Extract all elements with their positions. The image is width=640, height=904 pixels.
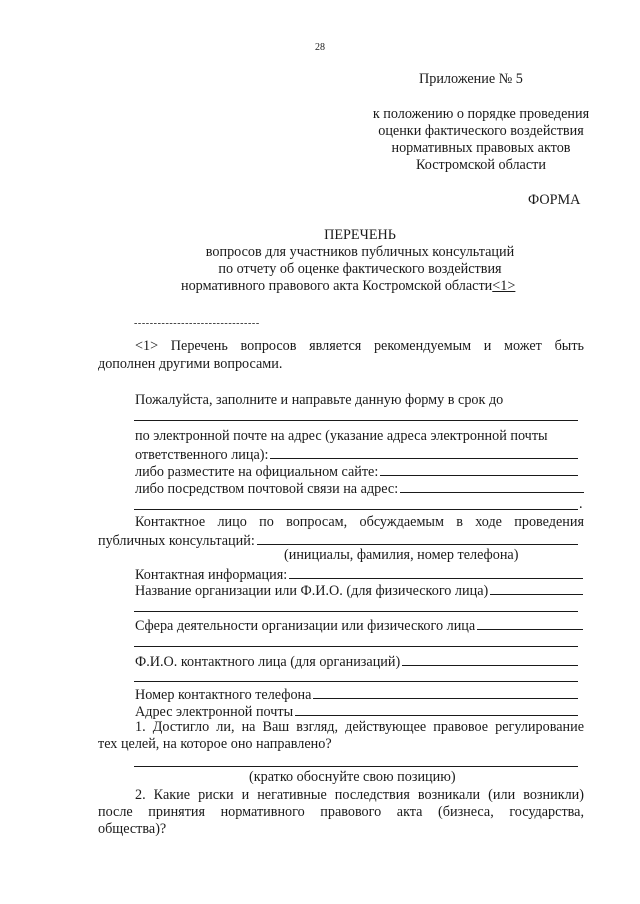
email-label: Адрес электронной почты	[135, 704, 294, 720]
question-2-cont: общества)?	[98, 821, 167, 837]
fill-request: Пожалуйста, заполните и направьте данную форму в срок до	[135, 392, 504, 408]
question-1-cont: тех целей, на которое оно направлено?	[98, 736, 332, 752]
appendix-line: к положению о порядке проведения	[372, 106, 590, 122]
input-line[interactable]	[402, 652, 578, 666]
list-subtitle: по отчету об оценке фактического воздействия	[218, 261, 502, 277]
footnote-link[interactable]: <1>	[492, 278, 516, 294]
contact-person-line-2[interactable]	[134, 681, 578, 682]
appendix-line: нормативных правовых актов	[391, 140, 571, 156]
contact-person-name-label: Ф.И.О. контактного лица (для организаций)	[135, 654, 401, 670]
input-line[interactable]	[490, 581, 583, 595]
footnote-separator: --------------------------------	[134, 318, 260, 329]
appendix-line: Костромской области	[416, 157, 546, 173]
footnote-text: дополнен другими вопросами.	[98, 356, 283, 372]
appendix-title: Приложение № 5	[419, 71, 523, 87]
activity-line-2[interactable]	[134, 646, 578, 647]
contact-person-name-field[interactable]	[135, 652, 578, 671]
question-2: 2. Какие риски и негативные последствия возникали (или возникли)	[135, 787, 584, 803]
input-line[interactable]	[257, 531, 578, 545]
input-line[interactable]	[477, 616, 583, 630]
phone-label: Номер контактного телефона	[135, 687, 312, 703]
period: .	[579, 496, 583, 512]
activity-field[interactable]	[135, 616, 583, 635]
list-subtitle: вопросов для участников публичных консультаций	[205, 244, 515, 260]
postal-label: либо посредством почтовой связи на адрес:	[135, 481, 399, 497]
input-line[interactable]	[313, 685, 578, 699]
contact-person-label: публичных консультаций:	[98, 533, 255, 549]
input-line[interactable]	[295, 702, 578, 716]
question-2-cont: после принятия нормативного правового акта (бизнеса, государства,	[98, 804, 584, 820]
email-address-label: ответственного лица):	[135, 447, 269, 463]
contact-person-hint: (инициалы, фамилия, номер телефона)	[284, 547, 519, 563]
list-subtitle-text: нормативного правового акта Костромской области	[181, 278, 493, 294]
email-instruction: по электронной почте на адрес (указание адреса электронной почты	[135, 428, 548, 444]
org-name-field[interactable]	[135, 581, 583, 600]
list-title: ПЕРЕЧЕНЬ	[324, 227, 396, 243]
footnote-text: <1> Перечень вопросов является рекомендуемым и может быть	[135, 338, 584, 354]
list-subtitle	[181, 278, 515, 295]
contact-info-label: Контактная информация:	[135, 567, 288, 583]
input-line[interactable]	[400, 479, 584, 493]
postal-field[interactable]	[135, 479, 584, 498]
org-name-line-2[interactable]	[134, 611, 578, 612]
input-line[interactable]	[289, 565, 583, 579]
answer-1-line[interactable]	[134, 766, 578, 767]
question-1: 1. Достигло ли, на Ваш взгляд, действующее правовое регулирование	[135, 719, 584, 735]
input-line[interactable]	[380, 462, 578, 476]
activity-label: Сфера деятельности организации или физического лица	[135, 618, 476, 634]
contact-person-text: Контактное лицо по вопросам, обсуждаемым в ходе проведения	[135, 514, 584, 530]
website-label: либо разместите на официальном сайте:	[135, 464, 379, 480]
form-label: ФОРМА	[528, 192, 581, 208]
postal-line-2[interactable]	[134, 509, 578, 510]
answer-1-hint: (кратко обоснуйте свою позицию)	[249, 769, 456, 785]
org-name-label: Название организации или Ф.И.О. (для физического лица)	[135, 583, 489, 599]
input-line[interactable]	[270, 445, 578, 459]
deadline-line[interactable]	[134, 420, 578, 421]
appendix-line: оценки фактического воздействия	[378, 123, 584, 139]
page-number: 28	[315, 42, 325, 53]
